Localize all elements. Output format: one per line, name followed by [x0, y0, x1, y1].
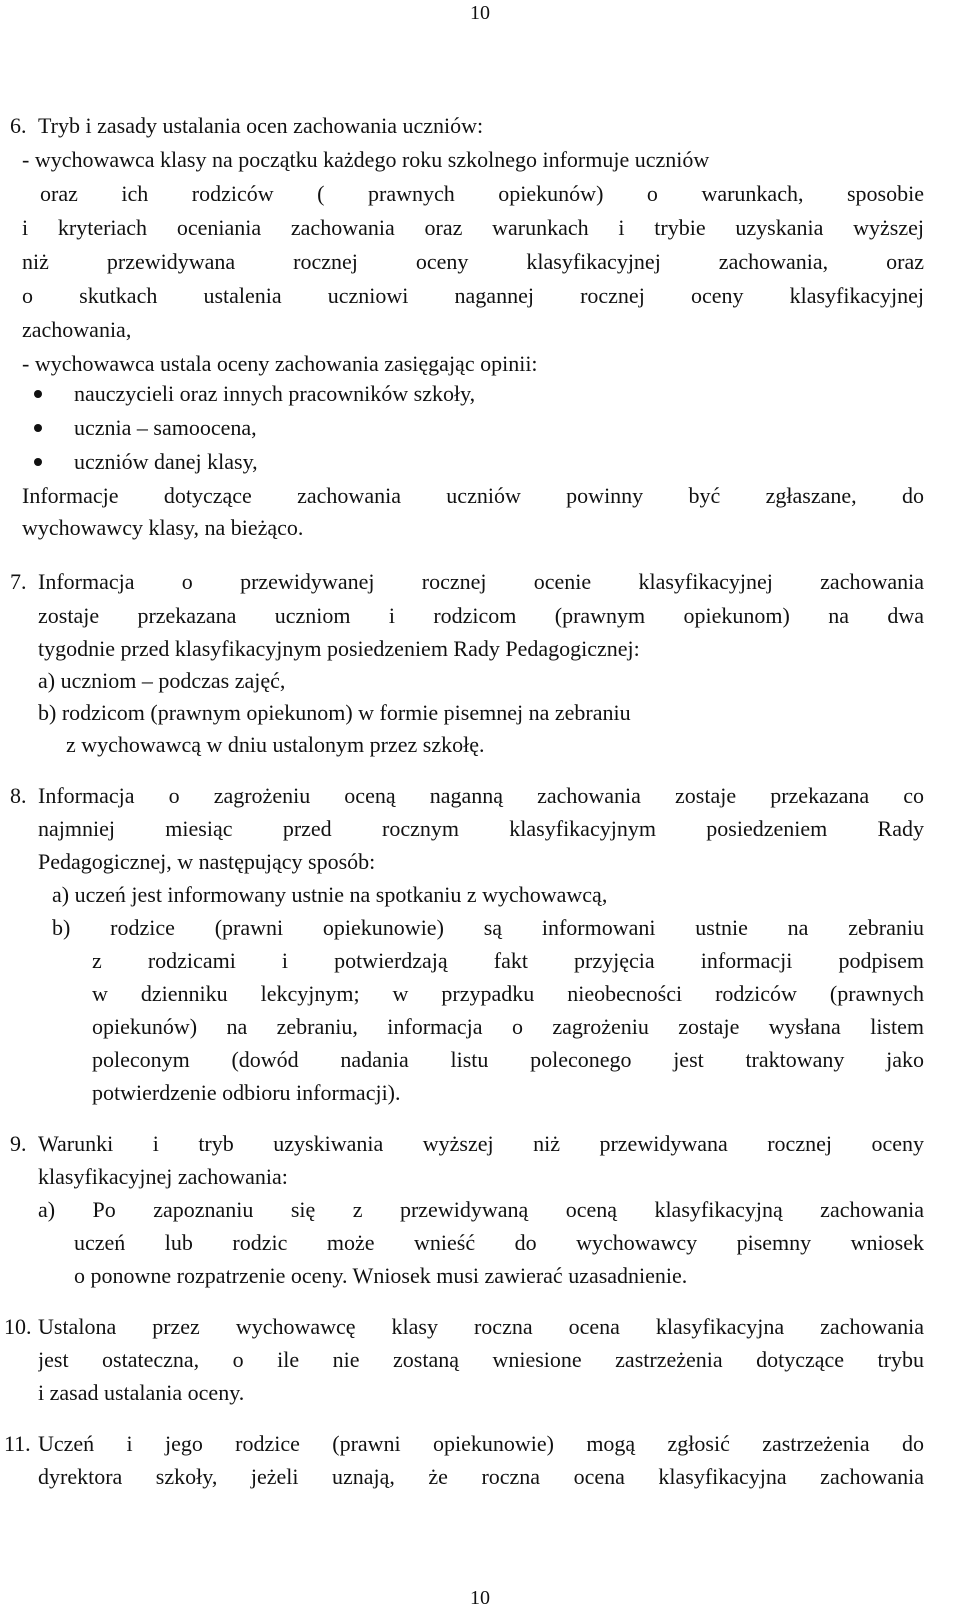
paragraph-line: Informacje dotyczące zachowania uczniów powinny być zgłaszane, do [22, 483, 924, 508]
paragraph-line: Warunki i tryb uzyskiwania wyższej niż przewidywana rocznej oceny [38, 1131, 924, 1156]
section-number: 6. [10, 113, 27, 138]
page-number-top: 10 [470, 2, 490, 24]
paragraph-line: - wychowawca klasy na początku każdego roku szkolnego informuje uczniów [22, 147, 710, 172]
paragraph-line: tygodnie przed klasyfikacyjnym posiedzeniem Rady Pedagogicznej: [38, 636, 640, 661]
paragraph-line: wychowawcy klasy, na bieżąco. [22, 515, 304, 540]
paragraph-line: - wychowawca ustala oceny zachowania zasięgając opinii: [22, 351, 538, 376]
paragraph-line: b) rodzicom (prawnym opiekunom) w formie pisemnej na zebraniu [38, 700, 631, 725]
paragraph-line: Ustalona przez wychowawcę klasy roczna ocena klasyfikacyjna zachowania [38, 1314, 924, 1339]
bullet-item: ucznia – samoocena, [74, 415, 257, 440]
paragraph-line: b) rodzice (prawni opiekunowie) są informowani ustnie na zebraniu [52, 915, 924, 940]
section-number: 7. [10, 569, 27, 594]
section-number: 8. [10, 783, 27, 808]
bullet-icon [34, 390, 42, 398]
paragraph-line: dyrektora szkoły, jeżeli uznają, że roczna ocena klasyfikacyjna zachowania [38, 1464, 924, 1489]
paragraph-line: najmniej miesiąc przed rocznym klasyfikacyjnym posiedzeniem Rady [38, 816, 924, 841]
section-number: 11. [4, 1431, 31, 1456]
paragraph-line: w dzienniku lekcyjnym; w przypadku nieobecności rodziców (prawnych [92, 981, 924, 1006]
paragraph-line: i zasad ustalania oceny. [38, 1380, 245, 1405]
paragraph-line: a) Po zapoznaniu się z przewidywaną oceną klasyfikacyjną zachowania [38, 1197, 924, 1222]
paragraph-line: uczeń lub rodzic może wnieść do wychowawcy pisemny wniosek [74, 1230, 924, 1255]
bullet-item: nauczycieli oraz innych pracowników szkoły, [74, 381, 476, 406]
paragraph-line: z wychowawcą w dniu ustalonym przez szkołę. [66, 732, 485, 757]
paragraph-line: Tryb i zasady ustalania ocen zachowania uczniów: [38, 113, 484, 138]
paragraph-line: a) uczniom – podczas zajęć, [38, 668, 286, 693]
paragraph-line: jest ostateczna, o ile nie zostaną wniesione zastrzeżenia dotyczące trybu [38, 1347, 924, 1372]
bullet-icon [34, 458, 42, 466]
paragraph-line: a) uczeń jest informowany ustnie na spotkaniu z wychowawcą, [52, 882, 608, 907]
section-number: 9. [10, 1131, 27, 1156]
paragraph-line: potwierdzenie odbioru informacji). [92, 1080, 401, 1105]
bullet-icon [34, 424, 42, 432]
paragraph-line: z rodzicami i potwierdzają fakt przyjęcia informacji podpisem [92, 948, 924, 973]
bullet-item: uczniów danej klasy, [74, 449, 258, 474]
paragraph-line: opiekunów) na zebraniu, informacja o zagrożeniu zostaje wysłana listem [92, 1014, 924, 1039]
paragraph-line: niż przewidywana rocznej oceny klasyfikacyjnej zachowania, oraz [22, 249, 924, 274]
paragraph-line: o ponowne rozpatrzenie oceny. Wniosek musi zawierać uzasadnienie. [74, 1263, 688, 1288]
paragraph-line: o skutkach ustalenia uczniowi nagannej rocznej oceny klasyfikacyjnej [22, 283, 924, 308]
paragraph-line: poleconym (dowód nadania listu poleconego jest traktowany jako [92, 1047, 924, 1072]
paragraph-line: oraz ich rodziców ( prawnych opiekunów) o warunkach, sposobie [40, 181, 924, 206]
paragraph-line: Informacja o zagrożeniu oceną naganną zachowania zostaje przekazana co [38, 783, 924, 808]
paragraph-line: zachowania, [22, 317, 132, 342]
paragraph-line: Pedagogicznej, w następujący sposób: [38, 849, 376, 874]
page-number-bottom: 10 [470, 1587, 490, 1609]
section-number: 10. [4, 1314, 32, 1339]
paragraph-line: Informacja o przewidywanej rocznej ocenie klasyfikacyjnej zachowania [38, 569, 924, 594]
paragraph-line: Uczeń i jego rodzice (prawni opiekunowie) mogą zgłosić zastrzeżenia do [38, 1431, 924, 1456]
paragraph-line: klasyfikacyjnej zachowania: [38, 1164, 288, 1189]
paragraph-line: i kryteriach oceniania zachowania oraz warunkach i trybie uzyskania wyższej [22, 215, 924, 240]
paragraph-line: zostaje przekazana uczniom i rodzicom (prawnym opiekunom) na dwa [38, 603, 924, 628]
